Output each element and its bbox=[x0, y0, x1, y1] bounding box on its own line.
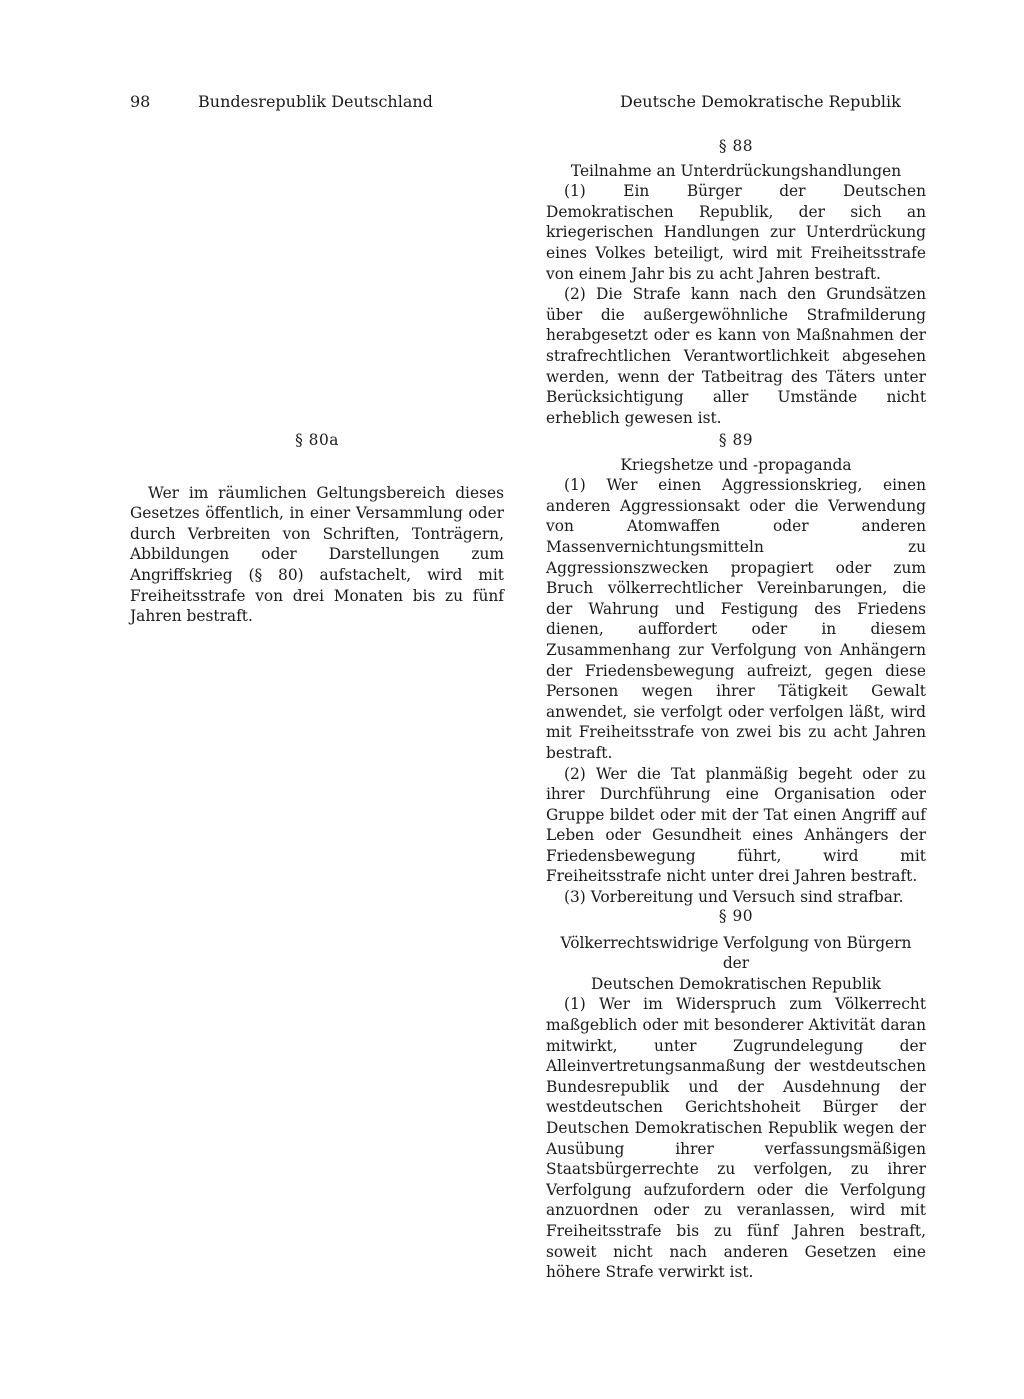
section-88-number: § 88 bbox=[718, 137, 754, 155]
section-90-title-line-2: Deutschen Demokratischen Republik bbox=[591, 974, 881, 993]
header-left-title: Bundesrepublik Deutschland bbox=[198, 92, 433, 111]
header-right-title: Deutsche Demokratische Republik bbox=[620, 92, 901, 111]
section-90-number: § 90 bbox=[718, 907, 754, 925]
section-90-title-line-1: Völkerrechtswidrige Verfolgung von Bürgern der bbox=[560, 933, 912, 973]
section-88-paragraph-2: (2) Die Strafe kann nach den Grundsätzen über die außergewöhnliche Strafmilderung herabgesetzt oder es kann von Maßnahmen der strafrechtlichen Verantwortlichkeit abgesehen werden, wenn der Tatbeitrag des Täters unter Berücksichtigung aller Umstände nicht erheblich gewesen ist. bbox=[546, 285, 926, 427]
section-89-number: § 89 bbox=[718, 431, 754, 449]
section-88-paragraph-1: (1) Ein Bürger der Deutschen Demokratischen Republik, der sich an kriegerischen Handlungen zur Unterdrückung eines Volkes beteiligt, wird mit Freiheitsstrafe von einem Jahr bis zu acht Jahren bestraft. bbox=[546, 182, 926, 283]
section-90-paragraph-1: (1) Wer im Widerspruch zum Völkerrecht maßgeblich oder mit besonderer Aktivität daran mitwirkt, unter Zugrundelegung der Alleinvertretungsanmaßung der westdeutschen Bundesrepublik und der Ausdehnung der westdeutschen Gerichtshoheit Bürger der Deutschen Demokratischen Republik wegen der Ausübung ihrer verfassungsmäßigen Staatsbürgerrechte zu verfolgen, zu ihrer Verfolgung aufzufordern oder die Verfolgung anzuordnen oder zu veranlassen, wird mit Freiheitsstrafe bis zu fünf Jahren bestraft, soweit nicht nach anderen Gesetzen eine höhere Strafe verwirkt ist. bbox=[546, 995, 926, 1282]
section-89-paragraph-2: (2) Wer die Tat planmäßig begeht oder zu ihrer Durchführung eine Organisation oder Gruppe bildet oder mit der Tat einen Angriff auf Leben oder Gesundheit eines Anhängers der Friedensbewegung führt, wird mit Freiheitsstrafe nicht unter drei Jahren bestraft. bbox=[546, 764, 926, 886]
section-90 bbox=[546, 906, 926, 1283]
page-number: 98 bbox=[130, 92, 151, 111]
section-89 bbox=[546, 430, 926, 908]
section-88-title: Teilnahme an Unterdrückungshandlungen bbox=[570, 161, 902, 180]
section-89-paragraph-3: (3) Vorbereitung und Versuch sind strafbar. bbox=[564, 888, 904, 907]
section-89-paragraph-1: (1) Wer einen Aggressionskrieg, einen anderen Aggressionsakt oder die Verwendung von Atomwaffen oder anderen Massenvernichtungsmitteln zu Aggressionszwecken propagiert oder zum Bruch völkerrechtlicher Vereinbarungen, die der Wahrung und Festigung des Friedens dienen, auffordert oder in diesem Zusammenhang zur Verfolgung von Anhängern der Friedensbewegung aufreizt, gegen diese Personen wegen ihrer Tätigkeit Gewalt anwendet, sie verfolgt oder verfolgen läßt, wird mit Freiheitsstrafe von zwei bis zu acht Jahren bestraft. bbox=[546, 476, 926, 762]
section-80a-number: § 80a bbox=[295, 431, 339, 449]
section-80a bbox=[130, 430, 504, 627]
section-89-title: Kriegshetze und -propaganda bbox=[620, 455, 852, 474]
section-88 bbox=[546, 136, 926, 428]
section-80a-paragraph-1: Wer im räumlichen Geltungsbereich dieses Gesetzes öffentlich, in einer Versammlung oder durch Verbreiten von Schriften, Tonträgern, Abbildungen oder Darstellungen zum Angriffskrieg (§ 80) aufstachelt, wird mit Freiheitsstrafe von drei Monaten bis zu fünf Jahren bestraft. bbox=[130, 483, 504, 626]
